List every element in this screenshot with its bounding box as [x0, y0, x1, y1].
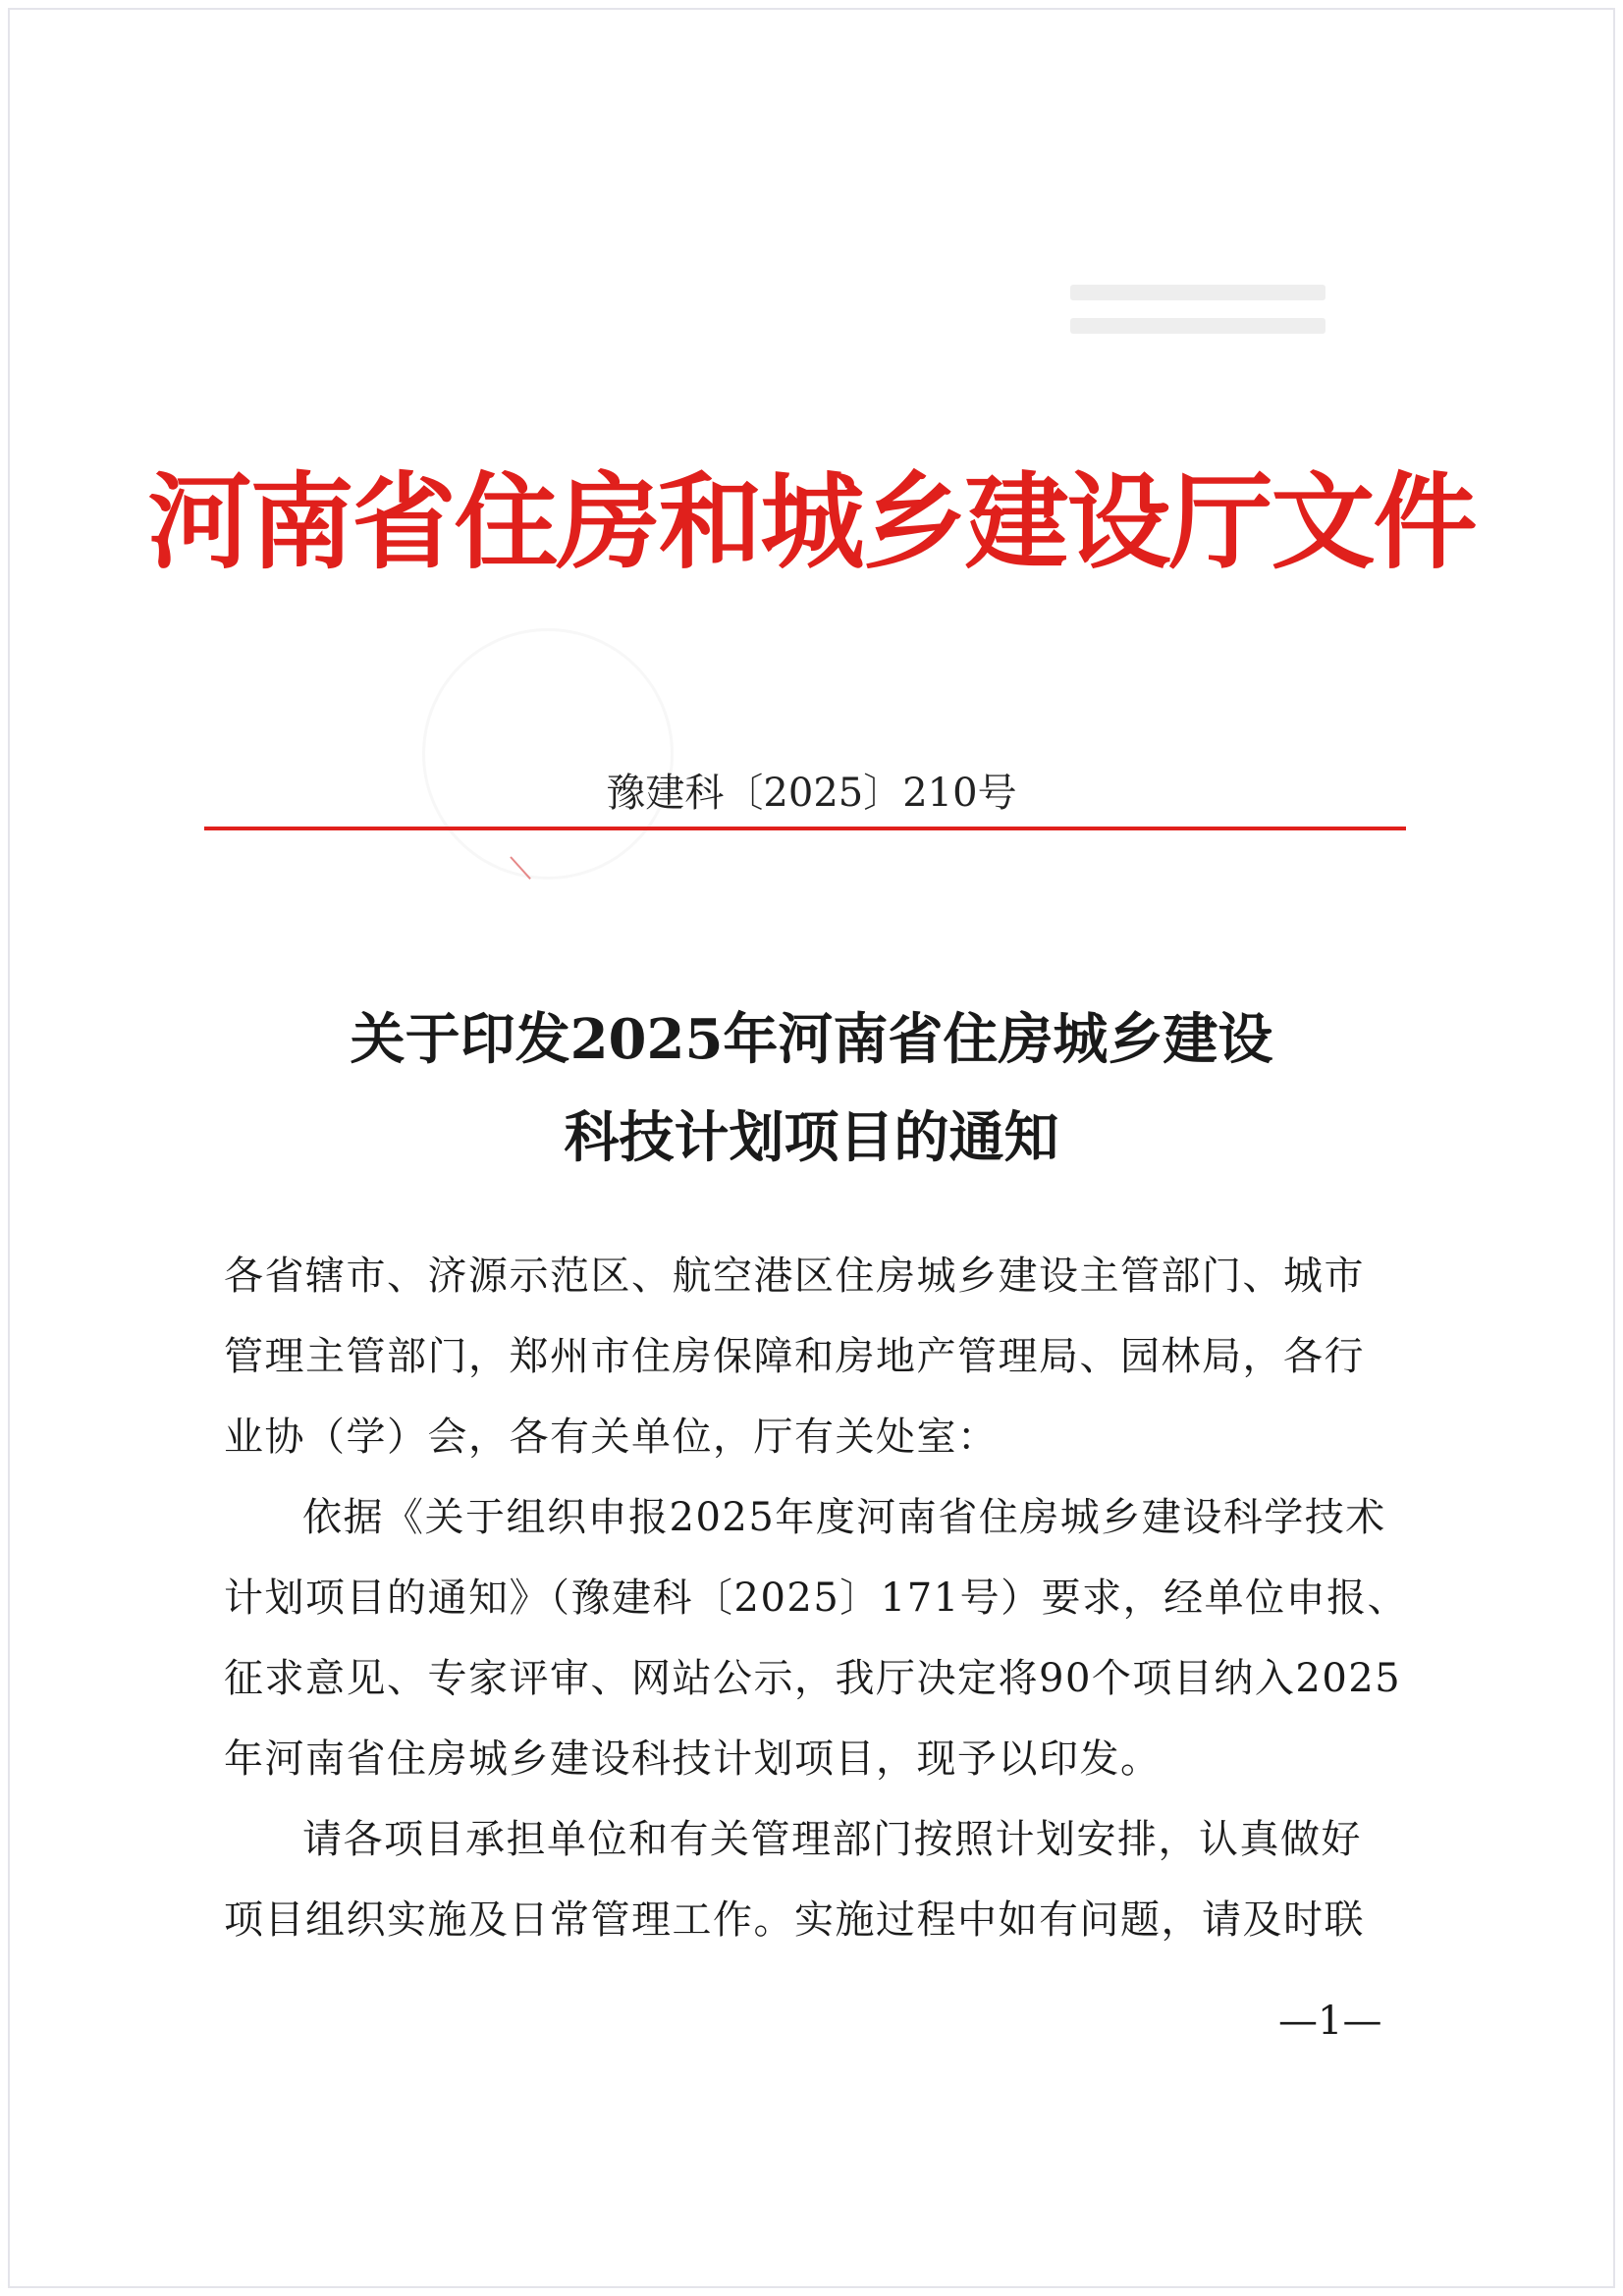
body-line: 项目组织实施及日常管理工作。实施过程中如有问题，请及时联: [224, 1897, 1365, 1943]
body-line: 依据《关于组织申报2025年度河南省住房城乡建设科学技术: [302, 1495, 1386, 1540]
body-line: 征求意见、专家评审、网站公示，我厅决定将90个项目纳入2025: [224, 1656, 1402, 1701]
page-number: —1—: [1278, 1999, 1382, 2044]
body-line: 年河南省住房城乡建设科技计划项目，现予以印发。: [224, 1736, 1162, 1782]
notice-title-line-1: 关于印发2025年河南省住房城乡建设: [350, 1007, 1273, 1072]
agency-header-title: 河南省住房和城乡建设厅文件: [147, 462, 1476, 583]
body-line: 管理主管部门，郑州市住房保障和房地产管理局、园林局，各行: [224, 1334, 1365, 1379]
red-pen-mark: [510, 856, 531, 880]
body-line: 请各项目承担单位和有关管理部门按照计划安排，认真做好: [302, 1817, 1362, 1862]
red-separator-line: [204, 827, 1406, 830]
body-line: 各省辖市、济源示范区、航空港区住房城乡建设主管部门、城市: [224, 1254, 1365, 1299]
faint-seal-ghost: [422, 628, 674, 880]
faint-bleed-through: [1070, 267, 1325, 375]
notice-title-line-2: 科技计划项目的通知: [564, 1105, 1059, 1170]
document-number: 豫建科〔2025〕210号: [606, 771, 1017, 816]
body-line: 业协（学）会，各有关单位，厅有关处室：: [224, 1415, 999, 1460]
body-line: 计划项目的通知》（豫建科〔2025〕171号）要求，经单位申报、: [224, 1575, 1409, 1621]
